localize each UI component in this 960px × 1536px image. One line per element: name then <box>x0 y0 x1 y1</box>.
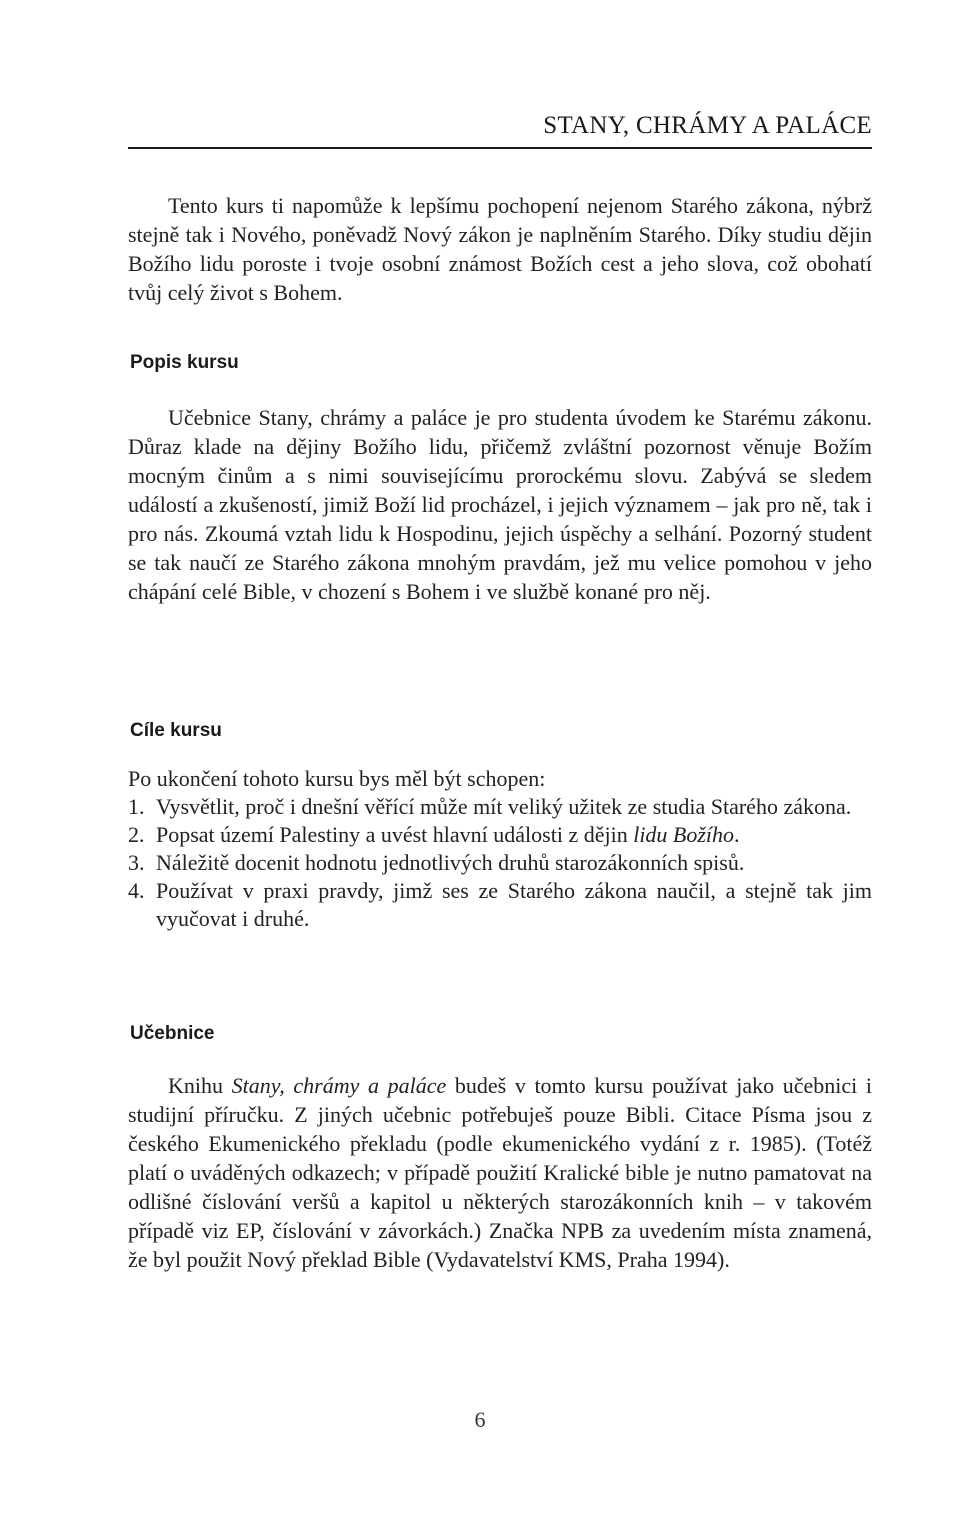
intro-paragraph: Tento kurs ti napomůže k lepšímu pochopení nejenom Starého zákona, nýbrž stejně tak i Nového, poněvadž Nový zákon je naplněním Starého. Díky studiu dějin Božího lidu poroste i tvoje osobní známost Božích cest a jeho slova, což obohatí tvůj celý život s Bohem. <box>128 193 872 305</box>
textbook-text-rest: budeš v tomto kursu používat jako učebnici i studijní příručku. Z jiných učebnic potřebuješ pouze Bibli. Citace Písma jsou z českého Ekumenického překladu (podle ekumenického vydání z r. 1985). (Totéž platí o uváděných odkazech; v případě použití Kralické bible je nutno pamatovat na odlišné číslování veršů a kapitol u některých starozákonních knih – v takovém případě viz EP, číslování v závorkách.) Značka NPB za uvedením místa znamená, že byl použit Nový překlad Bible (Vydavatelství KMS, Praha 1994). <box>128 1073 873 1272</box>
list-item-text-end: . <box>734 822 740 847</box>
header-rule <box>128 147 872 149</box>
page-number: 6 <box>474 1407 486 1432</box>
list-item-number: 4. <box>128 878 145 903</box>
list-item <box>128 849 872 877</box>
list-item-text: Používat v praxi pravdy, jimž ses ze Starého zákona naučil, a stejně tak jim vyučovat i druhé. <box>156 878 872 931</box>
textbook-text-start: Knihu <box>168 1073 232 1098</box>
list-item <box>128 877 872 933</box>
course-goals-list <box>128 793 872 933</box>
textbook-heading: Učebnice <box>130 1023 215 1044</box>
list-item <box>128 793 872 821</box>
course-description-heading: Popis kursu <box>130 352 239 373</box>
list-item <box>128 821 872 849</box>
course-description-paragraph: Učebnice Stany, chrámy a paláce je pro studenta úvodem ke Starému zákonu. Důraz klade na dějiny Božího lidu, přičemž zvláštní pozornost věnuje Božím mocným činům a s nimi souvisejícímu prorockému slovu. Zabývá se sledem událostí a zkušeností, jimiž Boží lid procházel, i jejich významem – jak pro ně, tak i pro nás. Zkoumá vztah lidu k Hospodinu, jejich úspěchy a selhání. Pozorný student se tak naučí ze Starého zákona mnohým pravdám, jež mu velice pomohou v jeho chápání celé Bible, v chození s Bohem i ve službě konané pro něj. <box>128 405 872 604</box>
textbook-title-italic: Stany, chrámy a paláce <box>231 1073 447 1098</box>
list-item-text: Popsat území Palestiny a uvést hlavní události z dějin <box>156 822 634 847</box>
textbook-paragraph <box>128 1071 872 1274</box>
running-header: STANY, CHRÁMY A PALÁCE <box>543 112 872 139</box>
list-item-number: 3. <box>128 850 145 875</box>
list-item-number: 2. <box>128 822 145 847</box>
list-item-italic-text: lidu Božího <box>633 822 735 847</box>
list-item-number: 1. <box>128 794 145 819</box>
course-goals-intro: Po ukončení tohoto kursu bys měl být schopen: <box>128 766 546 791</box>
course-goals-heading: Cíle kursu <box>130 720 222 741</box>
list-item-text: Vysvětlit, proč i dnešní věřící může mít veliký užitek ze studia Starého zákona. <box>156 794 852 819</box>
list-item-text: Náležitě docenit hodnotu jednotlivých druhů starozákonních spisů. <box>156 850 745 875</box>
